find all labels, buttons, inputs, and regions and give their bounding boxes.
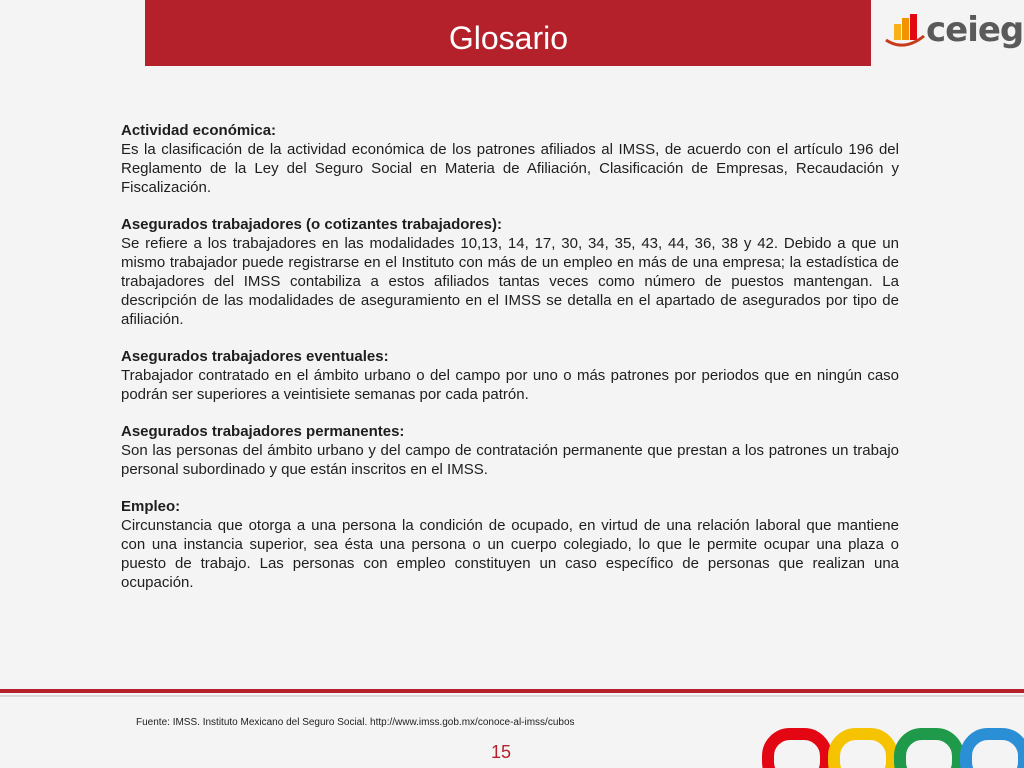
term-title: Asegurados trabajadores (o cotizantes trabajadores):: [121, 216, 502, 233]
term-definition: Se refiere a los trabajadores en las modalidades 10,13, 14, 17, 30, 34, 35, 43, 44, 36, 38 y 42. Debido a que un mismo trabajador puede registrarse en el Instituto con más de un empleo en más de una empresa; la estadística de trabajadores del IMSS contabiliza a estos afiliados tantas veces como número de puestos mantengan. La descripción de las modalidades de aseguramiento en el IMSS se detalla en el apartado de asegurados por tipo de afiliación.: [121, 235, 899, 328]
glossary-term: [121, 422, 899, 479]
term-definition: Es la clasificación de la actividad económica de los patrones afiliados al IMSS, de acuerdo con el artículo 196 del Reglamento de la Ley del Seguro Social en Materia de Afiliación, Clasificación de Empresas, Recaudación y Fiscalización.: [121, 141, 899, 196]
glossary-content: [121, 121, 899, 610]
glossary-term: [121, 215, 899, 329]
glossary-term: [121, 121, 899, 197]
logo-text: ceieg: [926, 10, 1024, 50]
footer-divider-shadow: [0, 695, 1024, 697]
source-note: Fuente: IMSS. Instituto Mexicano del Seguro Social. http://www.imss.gob.mx/conoce-al-imss/cubos: [136, 717, 575, 728]
glossary-term: [121, 497, 899, 592]
glossary-term: [121, 347, 899, 404]
term-title: Empleo:: [121, 498, 181, 515]
term-title: Asegurados trabajadores permanentes:: [121, 423, 405, 440]
term-definition: Trabajador contratado en el ámbito urbano o del campo por uno o más patrones por periodos que en ningún caso podrán ser superiores a veintisiete semanas por cada patrón.: [121, 367, 899, 403]
term-definition: Son las personas del ámbito urbano y del campo de contratación permanente que prestan a los patrones un trabajo personal subordinado y que están inscritos en el IMSS.: [121, 442, 899, 478]
term-title: Actividad económica:: [121, 122, 277, 139]
title-bar: [145, 0, 871, 66]
footer-divider: [0, 689, 1024, 693]
term-title: Asegurados trabajadores eventuales:: [121, 348, 389, 365]
term-definition: Circunstancia que otorga a una persona la condición de ocupado, en virtud de una relación laboral que mantiene con una instancia superior, sea ésta una persona o un cuerpo colegiado, lo que le permite ocupar una plaza o puesto de trabajo. Las personas con empleo constituyen un caso específico de personas que realizan una ocupación.: [121, 517, 899, 591]
page-number: 15: [491, 742, 512, 762]
page-title: Glosario: [448, 20, 568, 56]
decorative-rings-icon: [760, 728, 1024, 768]
